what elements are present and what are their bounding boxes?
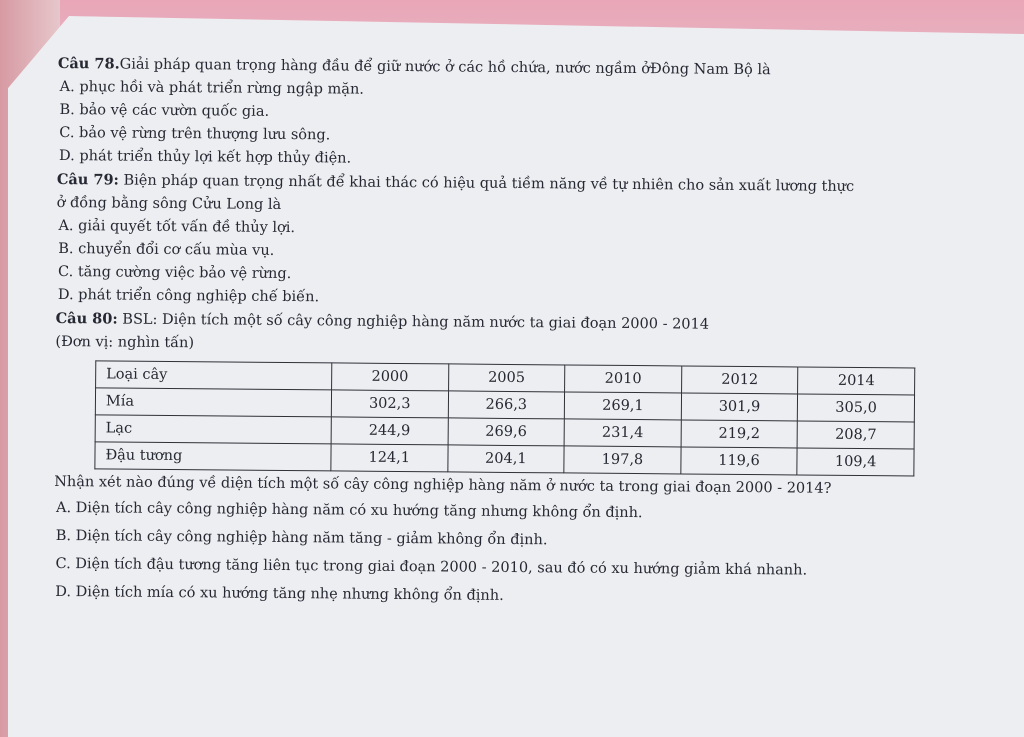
table-cell: 124,1 (331, 444, 448, 472)
table-cell: 109,4 (797, 448, 914, 476)
question-79-text-cont: ở đồng bằng sông Cửu Long là (56, 194, 282, 213)
table-cell: 302,3 (331, 390, 448, 418)
question-80-unit: (Đơn vị: nghìn tấn) (55, 333, 195, 352)
table-cell: Lạc (95, 415, 331, 444)
q78-option-d: D. phát triển thủy lợi kết hợp thủy điện. (59, 148, 352, 167)
q80-option-a: A. Diện tích cây công nghiệp hàng năm có xu hướng tăng nhưng không ổn định. (55, 500, 643, 522)
table-header-cell: 2012 (681, 366, 798, 394)
q78-option-a: A. phục hồi và phát triển rừng ngập mặn. (59, 79, 365, 98)
table-row (95, 442, 914, 476)
q79-option-c: C. tăng cường việc bảo vệ rừng. (58, 264, 292, 283)
table-cell: Mía (95, 388, 331, 417)
table-cell: 269,6 (448, 418, 565, 446)
q78-option-b: B. bảo vệ các vườn quốc gia. (59, 102, 270, 120)
q80-options (53, 494, 984, 614)
question-78-number: Câu 78. (57, 54, 120, 73)
question-80-number: Câu 80: (55, 309, 118, 328)
table-cell: 219,2 (681, 420, 798, 448)
table-cell: 244,9 (331, 417, 448, 445)
table-cell: 204,1 (447, 445, 564, 473)
table-cell: 197,8 (564, 446, 681, 474)
table-header-cell: 2005 (448, 364, 565, 392)
question-79-text: Biện pháp quan trọng nhất để khai thác có hiệu quả tiềm năng về tự nhiên cho sản xuất lương thực (118, 172, 855, 195)
table-cell: Đậu tương (95, 442, 331, 471)
table-header-cell: Loại cây (96, 361, 332, 390)
table-header-cell: 2014 (798, 367, 915, 395)
data-table (94, 360, 915, 476)
q80-option-c: C. Diện tích đậu tương tăng liên tục trong giai đoạn 2000 - 2010, sau đó có xu hướng giảm khá nhanh. (55, 555, 808, 579)
table-cell: 231,4 (564, 419, 681, 447)
question-80-text: BSL: Diện tích một số cây công nghiệp hàng năm nước ta giai đoạn 2000 - 2014 (117, 311, 710, 333)
q78-option-c: C. bảo vệ rừng trên thượng lưu sông. (59, 125, 331, 144)
q79-option-a: A. giải quyết tốt vấn đề thủy lợi. (58, 218, 296, 237)
table-header-cell: 2010 (565, 365, 682, 393)
question-80-prompt: Nhận xét nào đúng về diện tích một số cây công nghiệp hàng năm ở nước ta trong giai đoạn 2000 - 2014? (54, 473, 832, 497)
table-cell: 119,6 (681, 447, 798, 475)
question-78-text: Giải pháp quan trọng hàng đầu để giữ nước ở các hồ chứa, nước ngầm ởĐông Nam Bộ là (119, 56, 771, 79)
question-79-number: Câu 79: (56, 170, 120, 189)
paper-content (53, 52, 988, 614)
table-cell: 301,9 (681, 393, 798, 421)
table-cell: 305,0 (798, 394, 915, 422)
q79-option-d: D. phát triển công nghiệp chế biến. (57, 287, 320, 306)
table-cell: 269,1 (565, 392, 682, 420)
q80-option-d: D. Diện tích mía có xu hướng tăng nhẹ nhưng không ổn định. (55, 583, 504, 604)
table-header-cell: 2000 (332, 363, 449, 391)
q79-option-b: B. chuyển đổi cơ cấu mùa vụ. (58, 241, 275, 259)
table-cell: 208,7 (797, 421, 914, 449)
q80-option-b: B. Diện tích cây công nghiệp hàng năm tăng - giảm không ổn định. (55, 527, 548, 549)
table-cell: 266,3 (448, 391, 565, 419)
